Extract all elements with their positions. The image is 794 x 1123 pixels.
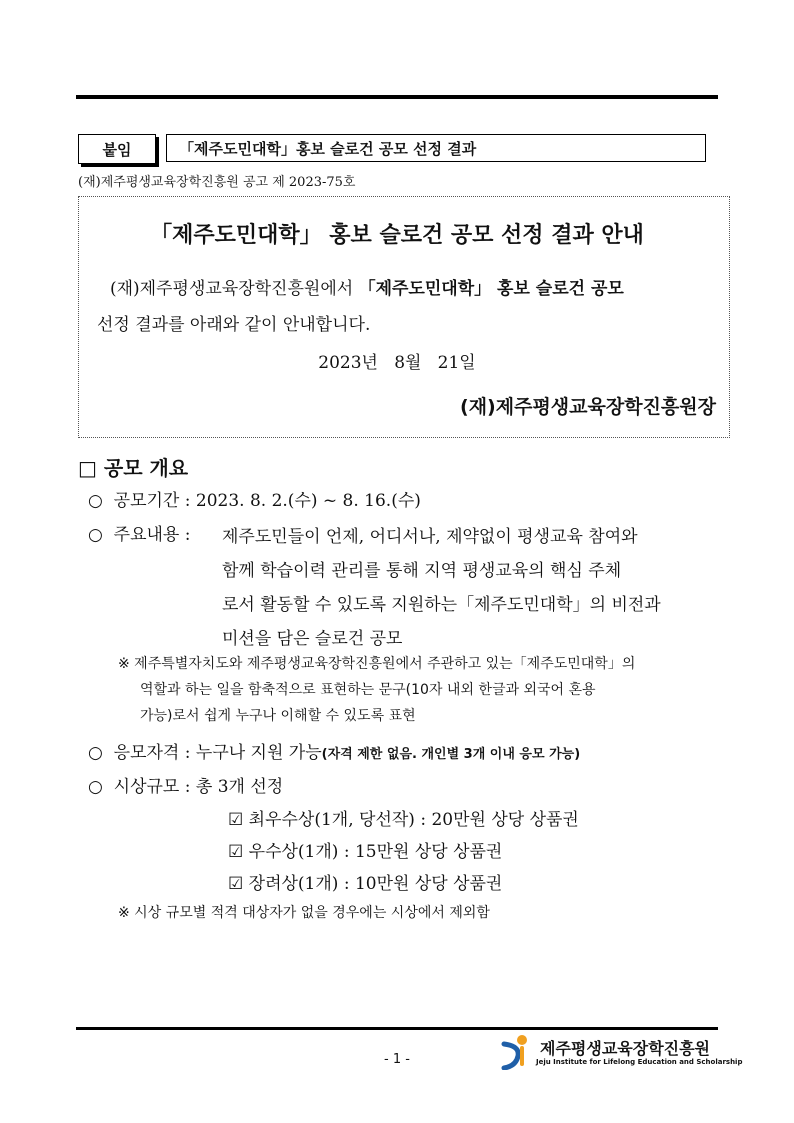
eligibility-label: 응모자격 :	[113, 743, 196, 763]
announcement-heading: 「제주도민대학」 홍보 슬로건 공모 선정 결과 안내	[150, 223, 644, 248]
prize-text: 장려상(1개) : 10만원 상당 상품권	[248, 874, 503, 894]
eligibility-note: (자격 제한 없음. 개인별 3개 이내 응모 가능)	[321, 747, 581, 762]
content-line: 제주도민들이 언제, 어디서나, 제약없이 평생교육 참여와	[222, 527, 638, 547]
prize-item	[228, 868, 579, 900]
top-rule	[76, 95, 718, 99]
checkbox-checked-icon: ☑	[228, 810, 244, 830]
circle-bullet-icon: ○	[88, 491, 103, 511]
document-title: 「제주도민대학」홍보 슬로건 공모 선정 결과	[166, 134, 706, 162]
announcement-line-1-b: 「제주도민대학」 홍보 슬로건 공모	[358, 279, 624, 299]
circle-bullet-icon: ○	[88, 777, 103, 797]
note-2: ※ 시상 규모별 적격 대상자가 없을 경우에는 시상에서 제외함	[118, 905, 490, 921]
period-label: 공모기간 :	[113, 491, 196, 511]
section-heading	[78, 452, 188, 481]
prize-item	[228, 836, 579, 868]
period-value: 2023. 8. 2.(수) ~ 8. 16.(수)	[195, 491, 421, 511]
note-1-line: ※ 제주특별자치도와 제주평생교육장학진흥원에서 주관하고 있는「제주도민대학」의	[118, 656, 636, 672]
item-content	[88, 520, 190, 545]
prize-text: 우수상(1개) : 15만원 상당 상품권	[248, 842, 503, 862]
note-1-line: 역할과 하는 일을 함축적으로 표현하는 문구(10자 내외 한글과 외국어 혼용	[140, 682, 596, 698]
bottom-rule	[76, 1027, 718, 1030]
announcement-line-1	[110, 274, 720, 299]
prize-list	[228, 804, 579, 900]
page-number: - 1 -	[384, 1052, 410, 1067]
section-bullet: □	[78, 456, 97, 480]
announcement-signer: (재)제주평생교육장학진흥원장	[460, 396, 716, 418]
content-line: 함께 학습이력 관리를 통해 지역 평생교육의 핵심 주체	[222, 561, 622, 581]
institute-logo-icon	[500, 1034, 534, 1070]
prize-text: 최우수상(1개, 당선작) : 20만원 상당 상품권	[248, 810, 579, 830]
item-prize	[88, 772, 283, 797]
checkbox-checked-icon: ☑	[228, 842, 244, 862]
attachment-tag: 붙임	[78, 134, 156, 164]
content-text	[222, 520, 722, 656]
prize-item	[228, 804, 579, 836]
content-line: 로서 활동할 수 있도록 지원하는「제주도민대학」의 비전과	[222, 595, 661, 615]
prize-value: 총 3개 선정	[195, 777, 284, 797]
institute-name-en: Jeju Institute for Lifelong Education and Scholarship	[536, 1058, 743, 1066]
section-title: 공모 개요	[103, 456, 189, 480]
note-1	[118, 651, 728, 729]
content-label: 주요내용 :	[113, 525, 191, 545]
eligibility-value: 누구나 지원 가능	[195, 743, 322, 763]
content-line: 미션을 담은 슬로건 공모	[222, 629, 403, 649]
circle-bullet-icon: ○	[88, 525, 103, 545]
announcement-line-2: 선정 결과를 아래와 같이 안내합니다.	[97, 315, 371, 335]
circle-bullet-icon: ○	[88, 743, 103, 763]
announcement-date: 2023년 8월 21일	[318, 353, 476, 373]
note-1-line: 가능)로서 쉽게 누구나 이해할 수 있도록 표현	[140, 708, 416, 724]
announcement-line-1-a: (재)제주평생교육장학진흥원에서	[110, 279, 359, 299]
item-eligibility	[88, 738, 580, 763]
checkbox-checked-icon: ☑	[228, 874, 244, 894]
notice-number: (재)제주평생교육장학진흥원 공고 제 2023-75호	[78, 175, 356, 190]
prize-label: 시상규모 :	[113, 777, 196, 797]
item-period	[88, 486, 421, 511]
institute-name-ko: 제주평생교육장학진흥원	[540, 1039, 711, 1058]
